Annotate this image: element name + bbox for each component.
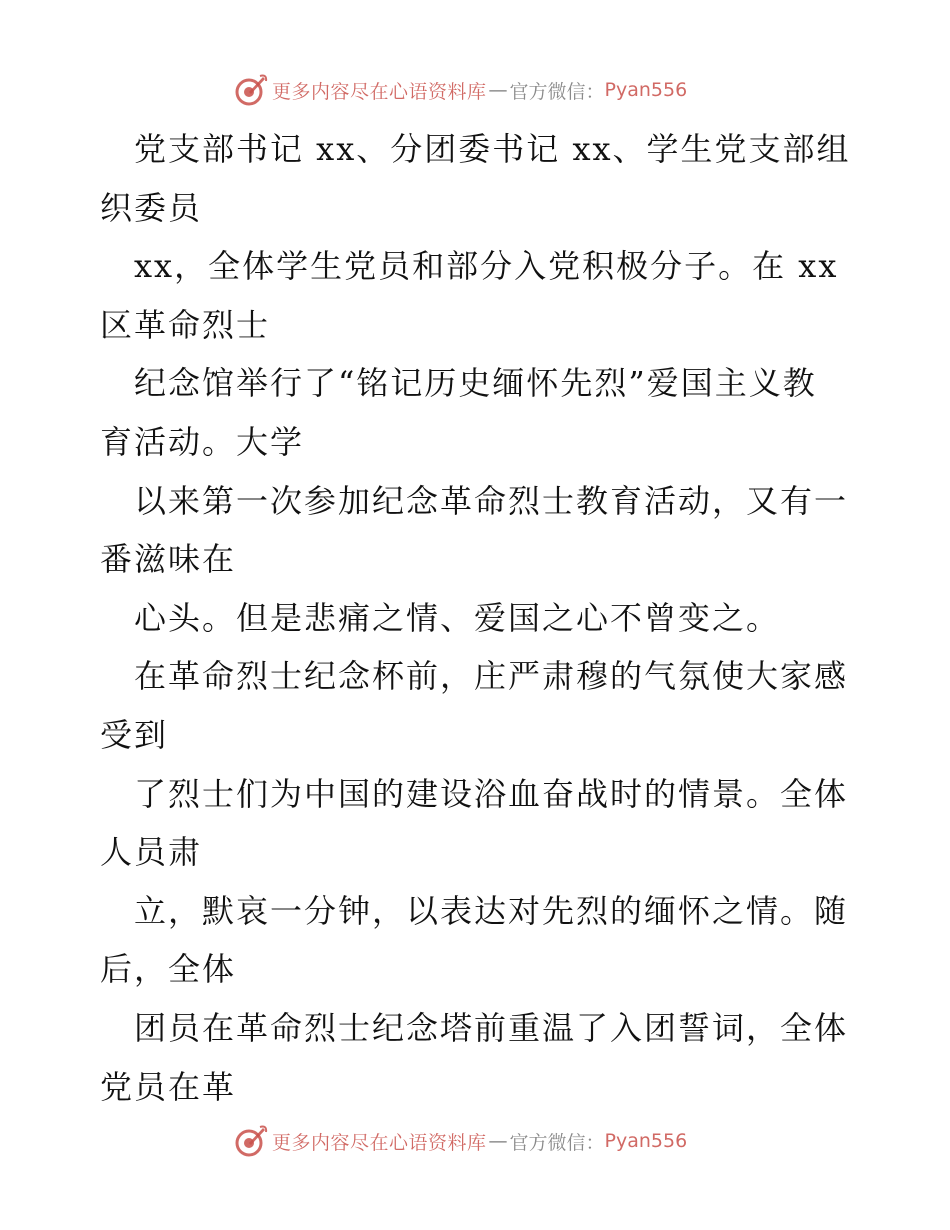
- text-line: 党员在革: [100, 1067, 237, 1106]
- document-body: [100, 120, 860, 1116]
- text-line: 团员在革命烈士纪念塔前重温了入团誓词，全体: [134, 1008, 849, 1047]
- header-banner-separator: —: [488, 79, 508, 101]
- text-line: 在革命烈士纪念杯前，庄严肃穆的气氛使大家感: [134, 657, 849, 696]
- header-wechat-account: Pyan556: [604, 79, 688, 101]
- text-line: 区革命烈士: [100, 305, 271, 344]
- text-line: 了烈士们为中国的建设浴血奋战时的情景。全体: [134, 774, 849, 813]
- text-line: 以来第一次参加纪念革命烈士教育活动，又有一: [134, 481, 849, 520]
- text-line: 立，默哀一分钟，以表达对先烈的缅怀之情。随: [134, 891, 849, 930]
- text-line: 心头。但是悲痛之情、爱国之心不曾变之。: [134, 598, 781, 637]
- quill-pen-circle-icon: [234, 1124, 268, 1158]
- text-line: 育活动。大学: [100, 422, 305, 461]
- text-line: 后，全体: [100, 950, 237, 989]
- footer-banner-text: 更多内容尽在心语资料库: [272, 1131, 487, 1154]
- text-line: 织委员: [100, 188, 203, 227]
- text-line: 党支部书记 xx、分团委书记 xx、学生党支部组: [134, 130, 851, 168]
- footer-wechat-label: 官方微信：: [509, 1131, 605, 1154]
- header-wechat-label: 官方微信：: [509, 80, 605, 103]
- text-line: 受到: [100, 715, 169, 754]
- text-line: xx，全体学生党员和部分入党积极分子。在 xx: [134, 247, 839, 286]
- header-banner: [234, 70, 687, 110]
- text-line: 纪念馆举行了“铭记历史缅怀先烈”爱国主义教: [134, 364, 817, 403]
- footer-wechat-account: Pyan556: [604, 1130, 688, 1152]
- header-banner-text: 更多内容尽在心语资料库: [272, 80, 487, 103]
- text-line: 番滋味在: [100, 540, 237, 579]
- quill-pen-circle-icon: [234, 73, 268, 107]
- footer-banner: [234, 1121, 687, 1161]
- footer-banner-separator: —: [488, 1130, 508, 1152]
- text-line: 人员肃: [100, 833, 203, 872]
